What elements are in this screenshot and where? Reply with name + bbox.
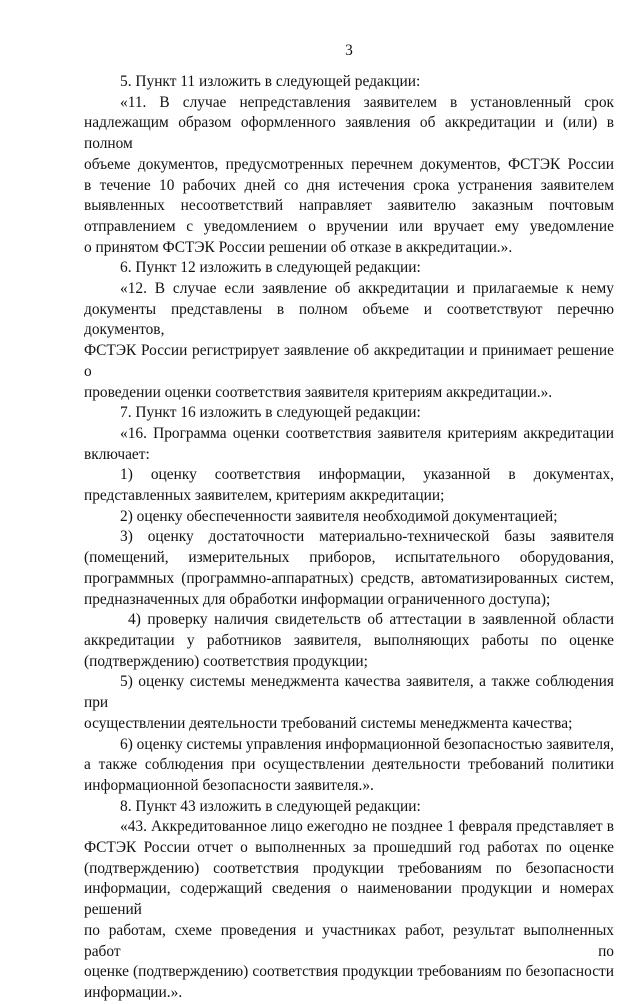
text-line: 6) оценку системы управления информационной безопасностью заявителя,	[120, 735, 614, 753]
text-line: осуществлении деятельности требований системы менеджмента качества;	[84, 714, 573, 732]
text-line: 3) оценку достаточности материально-технической базы заявителя	[120, 528, 614, 546]
text-line: 5) оценку системы менеджмента качества заявителя, а также соблюдения при	[84, 673, 614, 712]
text-line: «43. Аккредитованное лицо ежегодно не позднее 1 февраля представляет в	[120, 818, 614, 836]
text-line: в течение 10 рабочих дней со дня истечения срока устранения заявителем	[84, 176, 614, 194]
text-line: 1) оценку соответствия информации, указанной в документах,	[120, 466, 614, 484]
text-line: информации.».	[84, 983, 183, 1001]
text-line: (помещений, измерительных приборов, испытательного оборудования,	[84, 549, 614, 567]
text-line: а также соблюдения при осуществлении деятельности требований политики	[84, 756, 614, 774]
text-line: выявленных несоответствий направляет заявителю заказным почтовым	[84, 197, 614, 215]
page-number: 3	[345, 42, 353, 59]
text-line: по работам, схеме проведения и участниках работ, результат выполненных работ по	[84, 921, 614, 960]
text-line: 5. Пункт 11 изложить в следующей редакции:	[120, 73, 421, 90]
text-line: 2) оценку обеспеченности заявителя необходимой документацией;	[120, 507, 558, 525]
text-line: оценке (подтверждению) соответствия продукции требованиям по безопасности	[84, 963, 614, 981]
text-line: ФСТЭК России отчет о выполненных за прошедший год работах по оценке	[84, 839, 614, 857]
text-line: 6. Пункт 12 изложить в следующей редакции:	[120, 259, 421, 277]
text-line: надлежащим образом оформленного заявления об аккредитации и (или) в полном	[84, 114, 614, 153]
text-line: (подтверждению) соответствия продукции;	[84, 652, 368, 670]
text-line: информации, содержащий сведения о наименовании продукции и номерах решений	[84, 880, 614, 919]
text-line: аккредитации у работников заявителя, выполняющих работы по оценке	[84, 631, 614, 649]
text-line: отправлением с уведомлением о вручении или вручает ему уведомление	[84, 217, 614, 235]
text-line: о принятом ФСТЭК России решении об отказе в аккредитации.».	[84, 238, 513, 256]
text-line: 4) проверку наличия свидетельств об аттестации в заявленной области	[128, 611, 614, 629]
text-line: «11. В случае непредставления заявителем в установленный срок	[120, 93, 614, 111]
text-line: предназначенных для обработки информации ограниченного доступа);	[84, 590, 551, 608]
text-line: 8. Пункт 43 изложить в следующей редакции:	[120, 797, 421, 815]
text-line: информационной безопасности заявителя.».	[84, 776, 374, 794]
text-line: ФСТЭК России регистрирует заявление об аккредитации и принимает решение о	[84, 342, 614, 380]
text-line: (подтверждению) соответствия продукции требованиям по безопасности	[84, 859, 614, 877]
text-line: включает:	[84, 445, 150, 463]
text-line: «12. В случае если заявление об аккредитации и прилагаемые к нему	[120, 280, 614, 298]
text-line: документы представлены в полном объеме и соответствуют перечню документов,	[84, 300, 614, 339]
text-line: «16. Программа оценки соответствия заявителя критериям аккредитации	[120, 424, 614, 442]
text-line: объеме документов, предусмотренных перечнем документов, ФСТЭК России	[84, 155, 614, 173]
text-line: программных (программно-аппаратных) средств, автоматизированных систем,	[84, 569, 614, 587]
text-line: проведении оценки соответствия заявителя критериям аккредитации.».	[84, 383, 553, 401]
text-line: 7. Пункт 16 изложить в следующей редакции:	[120, 404, 421, 422]
text-line: представленных заявителем, критериям аккредитации;	[84, 487, 445, 505]
